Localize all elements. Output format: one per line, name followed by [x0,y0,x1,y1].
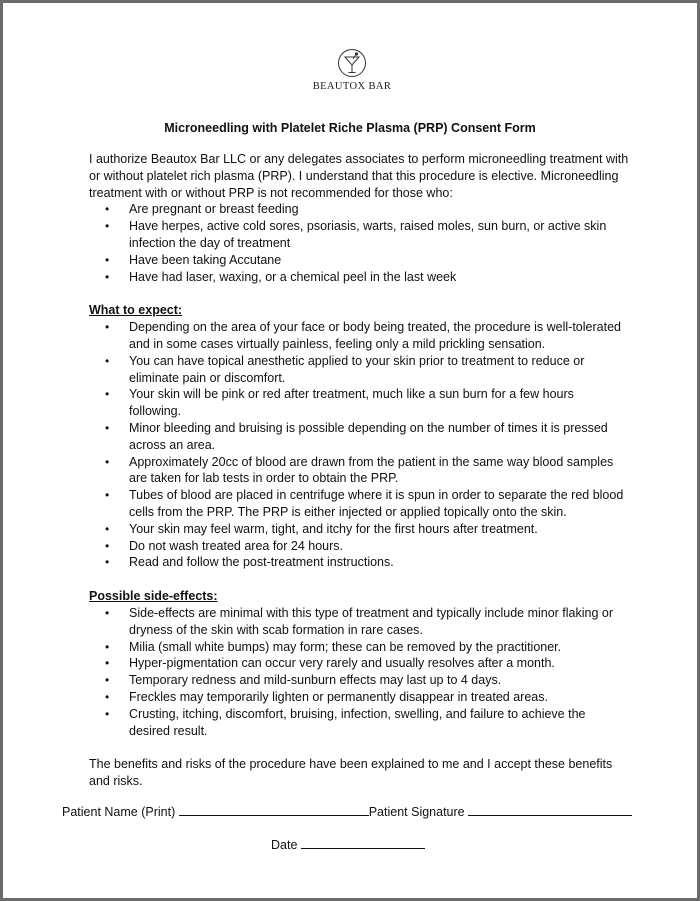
patient-signature-label: Patient Signature [368,805,465,819]
list-item: • Tubes of blood are placed in centrifuge where it is spun in order to separate the red blood cells from the PRP. The PRP is either injected or applied topically onto the skin. [129,487,629,521]
what-to-expect-heading: What to expect: [89,303,183,318]
patient-signature-field[interactable] [468,803,632,816]
martini-glass-icon [337,48,367,80]
list-item: • Freckles may temporarily lighten or permanently disappear in treated areas. [129,689,629,706]
side-effects-heading: Possible side-effects: [89,589,218,604]
intro-paragraph: I authorize Beautox Bar LLC or any delegates associates to perform microneedling treatment with or without platelet rich plasma (PRP). I understand that this procedure is elective. Microneedling treatment with or without PRP is not recommended for those who: [89,152,629,200]
list-item: • Have been taking Accutane [129,252,629,269]
list-item: • Temporary redness and mild-sunburn effects may last up to 4 days. [129,672,629,689]
list-item: • Minor bleeding and bruising is possible depending on the number of times it is pressed across an area. [129,420,629,454]
list-item: • Do not wash treated area for 24 hours. [129,538,629,555]
patient-name-field[interactable] [179,803,369,816]
list-item: • Side-effects are minimal with this type of treatment and typically include minor flaking or dryness of the skin with scab formation in rare cases. [129,605,629,639]
contraindications-list [89,201,629,285]
signature-row [62,803,632,819]
closing-paragraph: The benefits and risks of the procedure have been explained to me and I accept these benefits and risks. [89,757,613,789]
list-item: • Milia (small white bumps) may form; these can be removed by the practitioner. [129,639,629,656]
list-item: • Crusting, itching, discomfort, bruising, infection, swelling, and failure to achieve the desired result. [129,706,629,740]
beautox-bar-logo [300,48,404,92]
list-item: • Approximately 20cc of blood are drawn from the patient in the same way blood samples are taken for lab tests in order to obtain the PRP. [129,454,629,488]
list-item: • Read and follow the post-treatment instructions. [129,554,629,571]
document-body [89,151,629,790]
list-item: • You can have topical anesthetic applied to your skin prior to treatment to reduce or eliminate pain or discomfort. [129,353,629,387]
list-item: • Hyper-pigmentation can occur very rarely and usually resolves after a month. [129,655,629,672]
logo-text: BEAUTOX BAR [312,81,392,92]
list-item: • Your skin will be pink or red after treatment, much like a sun burn for a few hours following. [129,386,629,420]
date-label: Date [271,838,298,852]
list-item: • Your skin may feel warm, tight, and itchy for the first hours after treatment. [129,521,629,538]
side-effects-list [89,605,629,739]
page-title: Microneedling with Platelet Riche Plasma (PRP) Consent Form [164,121,536,135]
date-row [271,836,425,852]
date-field[interactable] [301,836,425,849]
list-item: • Have herpes, active cold sores, psoriasis, warts, raised moles, sun burn, or active skin infection the day of treatment [129,218,629,252]
list-item: • Have had laser, waxing, or a chemical peel in the last week [129,269,629,286]
list-item: • Are pregnant or breast feeding [129,201,629,218]
list-item: • Depending on the area of your face or body being treated, the procedure is well-tolerated and in some cases virtually painless, feeling only a mild prickling sensation. [129,319,629,353]
patient-name-label: Patient Name (Print) [62,805,176,819]
what-to-expect-list [89,319,629,571]
